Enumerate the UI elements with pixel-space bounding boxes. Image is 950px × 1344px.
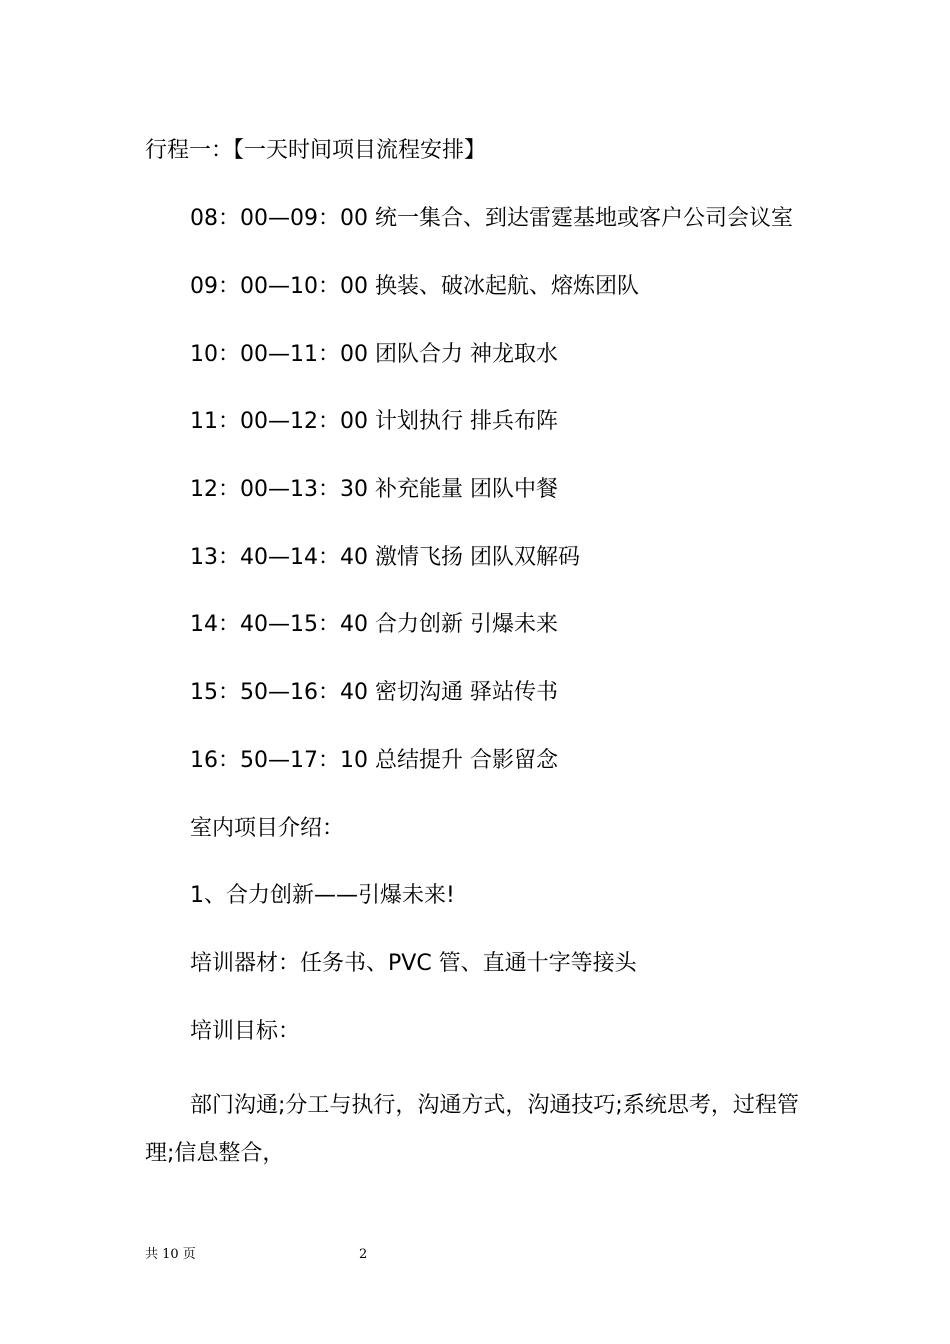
schedule-item: 15：50—16：40 密切沟通 驿站传书 [190,680,558,705]
schedule-item: 14：40—15：40 合力创新 引爆未来 [190,612,558,637]
footer-page-number: 2 [359,1247,368,1262]
schedule-item: 09：00—10：00 换装、破冰起航、熔炼团队 [190,274,639,299]
equipment-line: 培训器材：任务书、PVC 管、直通十字等接头 [190,951,637,976]
schedule-item: 08：00—09：00 统一集合、到达雷霆基地或客户公司会议室 [190,206,793,231]
schedule-item: 10：00—11：00 团队合力 神龙取水 [190,342,558,367]
schedule-item: 16：50—17：10 总结提升 合影留念 [190,748,558,773]
schedule-item: 13：40—14：40 激情飞扬 团队双解码 [190,545,580,570]
project-title: 1、合力创新——引爆未来! [190,883,455,908]
schedule-item: 11：00—12：00 计划执行 排兵布阵 [190,409,558,434]
itinerary-heading: 行程一：【一天时间项目流程安排】 [145,138,487,163]
schedule-item: 12：00—13：30 补充能量 团队中餐 [190,477,558,502]
goal-title: 培训目标： [190,1019,301,1044]
goal-paragraph: 部门沟通;分工与执行，沟通方式，沟通技巧;系统思考，过程管理;信息整合， [145,1093,799,1166]
intro-title: 室内项目介绍： [190,816,345,841]
footer-total-pages: 共 10 页 [145,1247,196,1262]
